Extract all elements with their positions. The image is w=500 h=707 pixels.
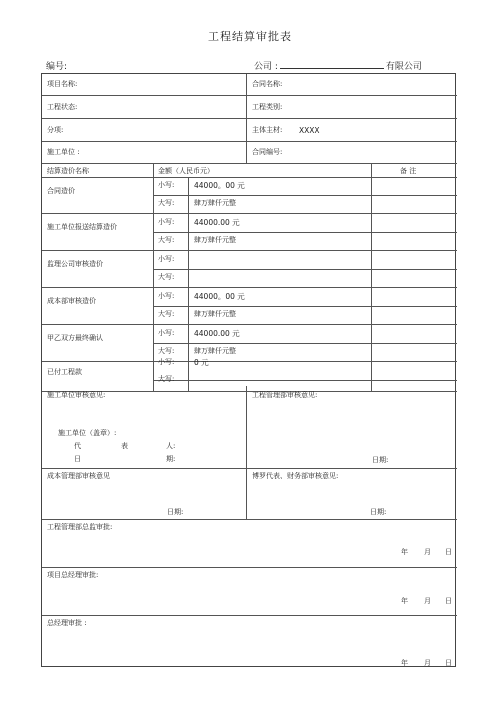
gm-approval-label: 总经理审批 : (47, 619, 87, 627)
cost-mgmt-date: 日期: (167, 508, 184, 516)
upper-amount: 肆万肆仟元整 (194, 310, 236, 318)
seal-label: 施工单位（盖章）: (58, 429, 117, 437)
main-material-label: 主体主材: (252, 126, 283, 134)
upper-amount: 肆万肆仟元整 (194, 199, 236, 207)
row-line (42, 287, 457, 288)
day-char: 日 (445, 597, 452, 605)
page-title: 工程结算审批表 (208, 30, 292, 43)
row-line (42, 615, 457, 616)
lower-amount: 44000。00 元 (194, 292, 245, 301)
year-char: 年 (401, 659, 408, 667)
year-char: 年 (401, 597, 408, 605)
row-line (42, 250, 457, 251)
row-line (153, 306, 457, 307)
cost-mgmt-opinion-label: 成本管理部审核意见 (47, 472, 110, 480)
upper-label: 大写: (158, 375, 175, 383)
row-line (42, 567, 457, 568)
contract-no-label: 合同编号: (252, 148, 283, 156)
company-prefix: 公司 : (254, 62, 278, 72)
contract-name-label: 合同名称: (252, 80, 283, 88)
lower-amount: 44000.00 元 (194, 218, 240, 227)
row-line (42, 213, 457, 214)
contractor-opinion-label: 施工单位审核意见: (47, 391, 106, 399)
upper-label: 大写: (158, 199, 175, 207)
cost-row-name: 合同造价 (47, 187, 75, 195)
month-char: 月 (424, 548, 431, 556)
contractor-label: 施工单位 : (47, 148, 80, 156)
month-char: 月 (424, 659, 431, 667)
cost-row-name: 甲乙双方最终确认 (47, 334, 103, 342)
rep-char: 代 (74, 442, 81, 450)
company-suffix: 有限公司 (385, 62, 422, 72)
col-line (188, 178, 189, 392)
number-label: 编号: (46, 62, 68, 72)
col-header-note: 备 注 (400, 167, 417, 175)
cost-row-name: 施工单位报送结算造价 (47, 223, 117, 231)
pm-approval-label: 项目总经理审批: (47, 571, 99, 579)
upper-label: 大写: (158, 347, 175, 355)
row-line (42, 468, 457, 469)
col-line (246, 74, 247, 164)
row-line (42, 163, 457, 164)
date-char: 日 (74, 455, 81, 463)
cost-row-name: 监理公司审核造价 (47, 260, 103, 268)
lower-label: 小写: (158, 292, 175, 300)
row-line (42, 177, 457, 178)
project-name-label: 项目名称: (47, 80, 78, 88)
lower-label: 小写: (158, 218, 175, 226)
finance-opinion-label: 博罗代表、财务部审核意见: (252, 472, 339, 480)
row-line (153, 269, 457, 270)
row-line (42, 118, 457, 119)
rep-char: 人: (166, 442, 176, 450)
col-line (246, 386, 247, 520)
day-char: 日 (445, 659, 452, 667)
main-material-value: XXXX (299, 126, 320, 135)
project-status-label: 工程状态: (47, 103, 78, 111)
eng-mgmt-opinion-label: 工程管理部审核意见: (252, 391, 318, 399)
lower-label: 小写: (158, 329, 175, 337)
col-header-item: 结算造价名称 (47, 167, 89, 175)
row-line (153, 343, 457, 344)
company-name-field[interactable] (280, 59, 384, 69)
company-line (254, 59, 422, 72)
lower-label: 小写: (158, 255, 175, 263)
project-type-label: 工程类别: (252, 103, 283, 111)
col-line (371, 164, 372, 392)
date-char: 期: (166, 455, 176, 463)
col-line (153, 164, 154, 392)
upper-amount: 肆万肆仟元整 (194, 236, 236, 244)
row-line (42, 95, 457, 96)
approval-form-table (41, 73, 456, 667)
col-header-amount: 金额（人民币元） (158, 167, 214, 175)
lower-label: 小写: (158, 181, 175, 189)
upper-amount: 肆万肆仟元整 (194, 347, 236, 355)
day-char: 日 (445, 548, 452, 556)
cost-row-name: 已付工程款 (47, 368, 82, 376)
lower-amount: 0 元 (194, 358, 209, 367)
row-line (153, 232, 457, 233)
lower-label: 小写: (158, 358, 175, 366)
month-char: 月 (424, 597, 431, 605)
cost-row-name: 成本部审核造价 (47, 297, 96, 305)
row-line (42, 361, 457, 362)
finance-date: 日期: (370, 508, 387, 516)
row-line (42, 324, 457, 325)
upper-label: 大写: (158, 236, 175, 244)
year-char: 年 (401, 548, 408, 556)
upper-label: 大写: (158, 273, 175, 281)
division-label: 分项: (47, 126, 64, 134)
lower-amount: 44000.00 元 (194, 329, 240, 338)
rep-char: 表 (121, 442, 128, 450)
row-line (153, 195, 457, 196)
director-approval-label: 工程管理部总监审批: (47, 523, 113, 531)
row-line (153, 380, 457, 381)
eng-mgmt-date: 日期: (372, 456, 389, 464)
row-line (42, 141, 457, 142)
row-line (42, 519, 457, 520)
lower-amount: 44000。00 元 (194, 181, 245, 190)
upper-label: 大写: (158, 310, 175, 318)
